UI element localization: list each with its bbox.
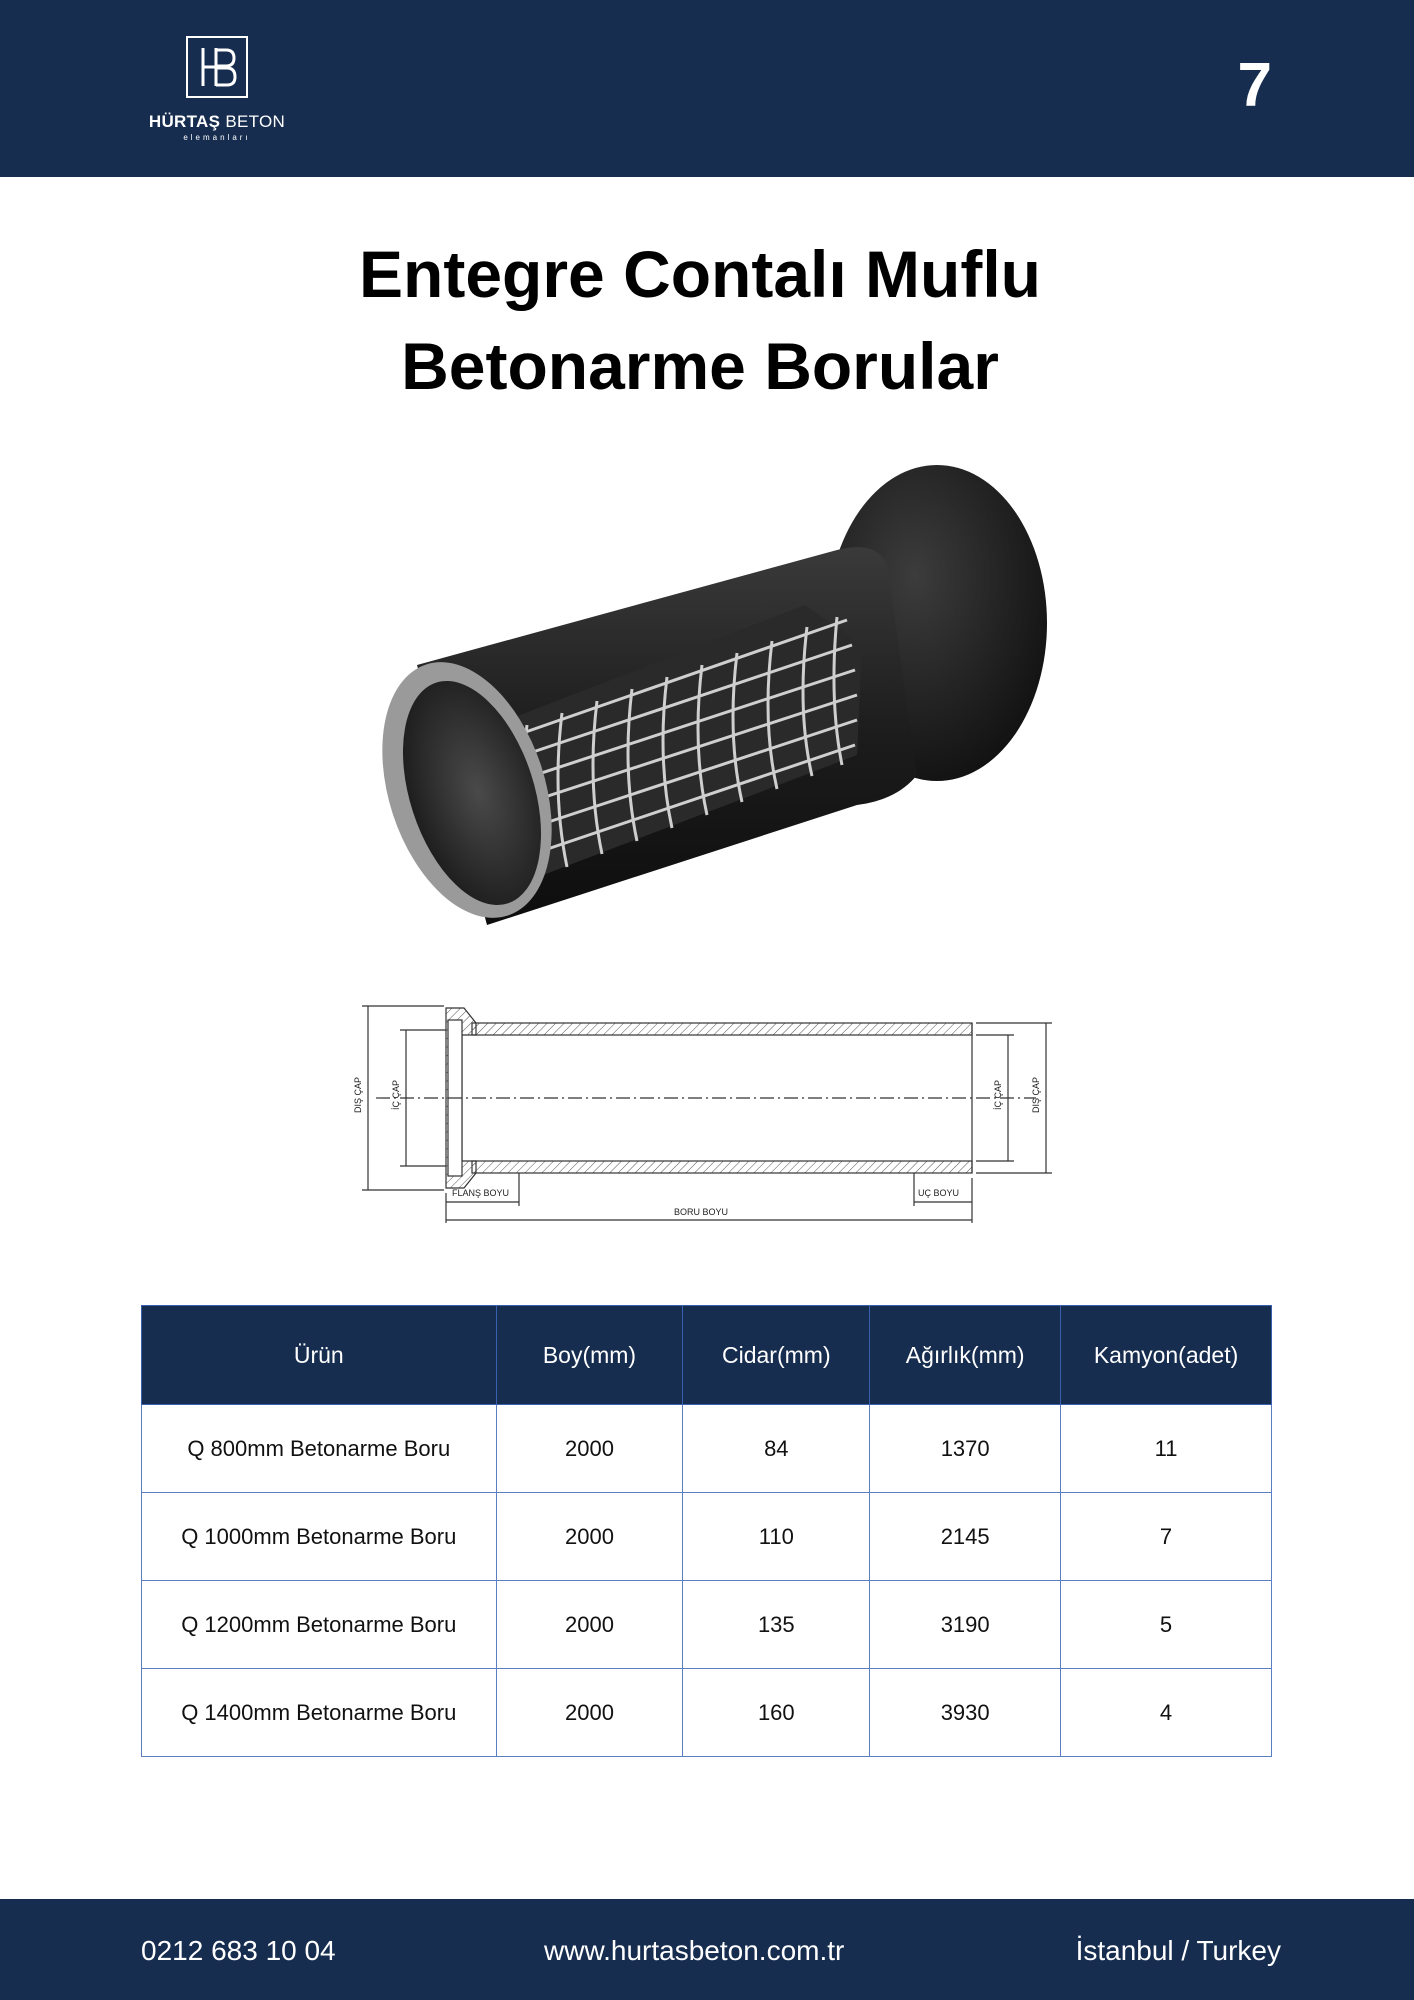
footer-website-link[interactable]: www.hurtasbeton.com.tr bbox=[544, 1935, 845, 1966]
cell-cidar: 84 bbox=[683, 1405, 870, 1493]
cell-agirlik: 2145 bbox=[870, 1493, 1061, 1581]
cell-agirlik: 3930 bbox=[870, 1669, 1061, 1757]
technical-drawing bbox=[336, 988, 1080, 1232]
cell-cidar: 135 bbox=[683, 1581, 870, 1669]
table-header-row bbox=[142, 1306, 1272, 1405]
cell-urun: Q 1000mm Betonarme Boru bbox=[142, 1493, 497, 1581]
cell-cidar: 160 bbox=[683, 1669, 870, 1757]
cell-agirlik: 3190 bbox=[870, 1581, 1061, 1669]
page-number: 7 bbox=[1237, 51, 1272, 120]
cell-boy: 2000 bbox=[496, 1581, 683, 1669]
cell-urun: Q 800mm Betonarme Boru bbox=[142, 1405, 497, 1493]
header-cidar: Cidar(mm) bbox=[683, 1306, 870, 1405]
company-logo bbox=[147, 34, 287, 144]
cell-cidar: 110 bbox=[683, 1493, 870, 1581]
title-line-1: Entegre Contalı Muflu bbox=[359, 237, 1041, 311]
cell-kamyon: 4 bbox=[1061, 1669, 1272, 1757]
spec-table bbox=[141, 1305, 1272, 1757]
page-header bbox=[0, 0, 1414, 177]
cell-boy: 2000 bbox=[496, 1669, 683, 1757]
logo-wordmark: HÜRTAŞ BETON bbox=[148, 112, 286, 131]
page-title bbox=[0, 228, 1400, 412]
logo-tagline: elemanları bbox=[183, 133, 251, 142]
label-dis-cap-left: DIŞ ÇAP bbox=[353, 1076, 363, 1113]
label-boru-boyu: BORU BOYU bbox=[674, 1207, 729, 1217]
footer-phone[interactable]: 0212 683 10 04 bbox=[141, 1935, 336, 1966]
header-kamyon: Kamyon(adet) bbox=[1061, 1306, 1272, 1405]
cell-kamyon: 7 bbox=[1061, 1493, 1272, 1581]
footer-location: İstanbul / Turkey bbox=[1075, 1935, 1281, 1966]
table-row bbox=[142, 1493, 1272, 1581]
cell-urun: Q 1200mm Betonarme Boru bbox=[142, 1581, 497, 1669]
cell-urun: Q 1400mm Betonarme Boru bbox=[142, 1669, 497, 1757]
label-ic-cap-right: İÇ ÇAP bbox=[993, 1079, 1003, 1110]
header-agirlik: Ağırlık(mm) bbox=[870, 1306, 1061, 1405]
cell-kamyon: 5 bbox=[1061, 1581, 1272, 1669]
hb-monogram-icon bbox=[186, 36, 248, 98]
cell-boy: 2000 bbox=[496, 1405, 683, 1493]
table-row bbox=[142, 1405, 1272, 1493]
page-footer bbox=[0, 1899, 1414, 2000]
table-row bbox=[142, 1669, 1272, 1757]
cell-agirlik: 1370 bbox=[870, 1405, 1061, 1493]
cell-kamyon: 11 bbox=[1061, 1405, 1272, 1493]
header-urun: Ürün bbox=[142, 1306, 497, 1405]
table-row bbox=[142, 1581, 1272, 1669]
label-ic-cap-left: İÇ ÇAP bbox=[391, 1079, 401, 1110]
header-boy: Boy(mm) bbox=[496, 1306, 683, 1405]
pipe-cutaway-image bbox=[357, 455, 1060, 940]
label-uc-boyu: UÇ BOYU bbox=[918, 1188, 960, 1198]
label-dis-cap-right: DIŞ ÇAP bbox=[1031, 1076, 1041, 1113]
title-line-2: Betonarme Borular bbox=[401, 329, 999, 403]
label-flans-boyu: FLANŞ BOYU bbox=[452, 1188, 510, 1198]
cell-boy: 2000 bbox=[496, 1493, 683, 1581]
